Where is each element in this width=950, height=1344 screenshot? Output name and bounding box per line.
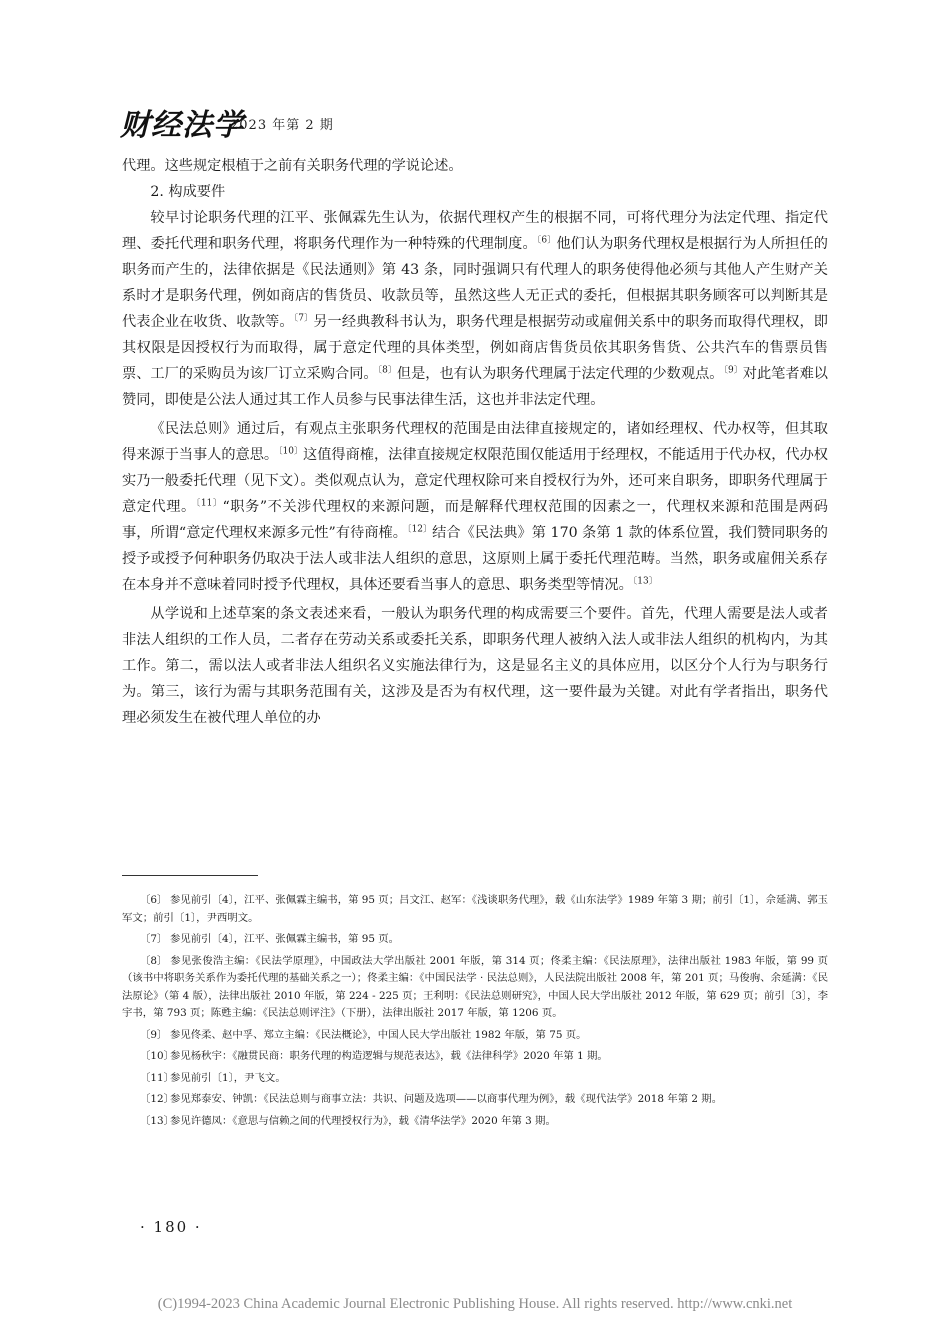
footnote-item xyxy=(122,953,828,1023)
footnote-text: 参见前引〔1〕，尹飞文。 xyxy=(170,1071,286,1084)
text-run: 较早讨论职务代理的江平、张佩霖先生认为，依据代理权产生的根据不同，可将代理分为法定代理、指定代理、委托代理和职务代理，将职务代理作为一种特殊的代理制度。 xyxy=(122,210,828,252)
footnote-number: 〔11〕 xyxy=(140,1071,175,1084)
footnote-item xyxy=(122,931,828,949)
footnote-number: 〔6〕 xyxy=(140,894,168,906)
footnote-ref-8[interactable]: 〔8〕 xyxy=(377,365,397,376)
section-heading: 2. 构成要件 xyxy=(150,184,226,200)
running-header xyxy=(120,100,840,143)
text-run: 对此笔者难以赞同，即使是公法人通过其工作人员参与民事法律生活，这也并非法定代理。 xyxy=(122,366,828,408)
journal-logo: 财经法学 xyxy=(120,108,244,143)
footnote-ref-6[interactable]: 〔6〕 xyxy=(536,235,557,246)
page-number: · 180 · xyxy=(140,1218,202,1236)
footnote-item xyxy=(122,1091,828,1109)
footnote-number: 〔8〕 xyxy=(140,954,168,967)
footnote-text: 参见张俊浩主编：《民法学原理》，中国政法大学出版社 2001 年版，第 314 页；佟柔主编：《民法原理》，法律出版社 1983 年版，第 99 页（该书中将职务关系作为委托代理的基础关系之一）；佟柔主编：《中国民法学 · 民法总则》，人民法院出版社 2008 年，第 201 页；马俊驹、余延满：《民法原论》（第 4 版），法律出版社 2010 年版，第 224 - 225 页；王利明：《民法总则研究》，中国人民大学出版社 2012 年版，第 629 页；前引〔3〕，李宇书，第 793 页；陈甦主编：《民法总则评注》（下册），法律出版社 2017 年版，第 1206 页。 xyxy=(122,954,828,1019)
text-run: 另一经典教科书认为，职务代理是根据劳动或雇佣关系中的职务而取得代理权，即其权限是因授权行为而取得，属于意定代理的具体类型，例如商店售货员依其职务售货、公共汽车的售票员售票、工厂的采购员为该厂订立采购合同。 xyxy=(122,314,828,382)
article-body xyxy=(122,153,828,731)
issue-label: 2023 年第 2 期 xyxy=(230,118,334,133)
footnote-ref-12[interactable]: 〔12〕 xyxy=(407,524,433,535)
footnote-ref-13[interactable]: 〔13〕 xyxy=(632,576,658,587)
footnote-text: 参见许德凤：《意思与信赖之间的代理授权行为》，载《清华法学》2020 年第 3 期。 xyxy=(170,1114,556,1127)
footnote-number: 〔13〕 xyxy=(140,1114,175,1127)
footnote-text: 参见前引〔4〕，江平、张佩霖主编书，第 95 页；吕文江、赵军：《浅谈职务代理》，载《山东法学》1989 年第 3 期；前引〔1〕，佘延满、郭玉军文；前引〔1〕，尹西明文。 xyxy=(122,894,828,924)
paragraph xyxy=(122,416,828,598)
footnote-item xyxy=(122,892,828,927)
text-run: 这值得商榷，法律直接规定权限范围仅能适用于经理权，不能适用于代办权，代办权实乃一般委托代理（见下文）。类似观点认为，意定代理权除可来自授权行为外，还可来自职务，即职务代理属于意定代理。 xyxy=(122,447,828,515)
footnote-number: 〔9〕 xyxy=(140,1028,168,1041)
footnote-item xyxy=(122,1027,828,1045)
paragraph xyxy=(122,205,828,413)
footnote-text: 参见杨秋宇：《融贯民商：职务代理的构造逻辑与规范表达》，载《法律科学》2020 年第 1 期。 xyxy=(170,1050,608,1062)
footnote-ref-11[interactable]: 〔11〕 xyxy=(195,498,223,509)
footnote-text: 参见前引〔4〕，江平、张佩霖主编书，第 95 页。 xyxy=(170,933,400,945)
footnote-ref-9[interactable]: 〔9〕 xyxy=(723,365,743,376)
footnote-text: 参见郑泰安、钟凯：《民法总则与商事立法：共识、问题及选项——以商事代理为例》，载《现代法学》2018 年第 2 期。 xyxy=(170,1093,723,1105)
text-run: 他们认为职务代理权是根据行为人所担任的职务而产生的，法律依据是《民法通则》第 43 条，同时强调只有代理人的职务使得他必须与其他人产生财产关系时才是职务代理，例如商店的售货员、收款员等，虽然这些人无正式的委托，但根据其职务顾客可以判断其是代表企业在收货、收款等。 xyxy=(122,236,828,330)
footnote-number: 〔7〕 xyxy=(140,933,168,945)
text-run: 但是，也有认为职务代理属于法定代理的少数观点。 xyxy=(396,366,724,382)
paragraph: 从学说和上述草案的条文表述来看，一般认为职务代理的构成需要三个要件。首先，代理人需要是法人或者非法人组织的工作人员，二者存在劳动关系或委托关系，即职务代理人被纳入法人或非法人组织的机构内，为其工作。第二，需以法人或者非法人组织名义实施法律行为，这是显名主义的具体应用，以区分个人行为与职务行为。第三，该行为需与其职务范围有关，这涉及是否为有权代理，这一要件最为关键。对此有学者指出，职务代理必须发生在被代理人单位的办 xyxy=(122,606,828,726)
footnote-ref-7[interactable]: 〔7〕 xyxy=(293,313,314,324)
paragraph-continued: 代理。这些规定根植于之前有关职务代理的学说论述。 xyxy=(122,158,463,174)
footnote-item xyxy=(122,1070,828,1088)
copyright-footer: (C)1994-2023 China Academic Journal Electronic Publishing House. All rights reserved. http://www.cnki.net xyxy=(157,1296,793,1312)
footnote-item xyxy=(122,1113,828,1131)
footnote-divider xyxy=(122,875,258,876)
footnote-number: 〔12〕 xyxy=(140,1093,175,1105)
text-run: “职务”不关涉代理权的来源问题，而是解释代理权范围的因素之一，代理权来源和范围是两码事，所谓“意定代理权来源多元性”有待商榷。 xyxy=(122,499,828,541)
footnotes xyxy=(122,892,828,1134)
footnote-ref-10[interactable]: 〔10〕 xyxy=(278,446,304,457)
text-run: 《民法总则》通过后，有观点主张职务代理权的范围是由法律直接规定的，诸如经理权、代办权等，但其取得来源于当事人的意思。 xyxy=(122,421,828,463)
footnote-text: 参见佟柔、赵中孚、郑立主编：《民法概论》，中国人民大学出版社 1982 年版，第 75 页。 xyxy=(170,1028,587,1041)
footnote-number: 〔10〕 xyxy=(140,1050,175,1062)
footnote-item xyxy=(122,1048,828,1066)
text-run: 结合《民法典》第 170 条第 1 款的体系位置，我们赞同职务的授予或授予何种职务仍取决于法人或非法人组织的意思，这原则上属于委托代理范畴。当然，职务或雇佣关系存在本身并不意味着同时授予代理权，具体还要看当事人的意思、职务类型等情况。 xyxy=(122,525,828,593)
